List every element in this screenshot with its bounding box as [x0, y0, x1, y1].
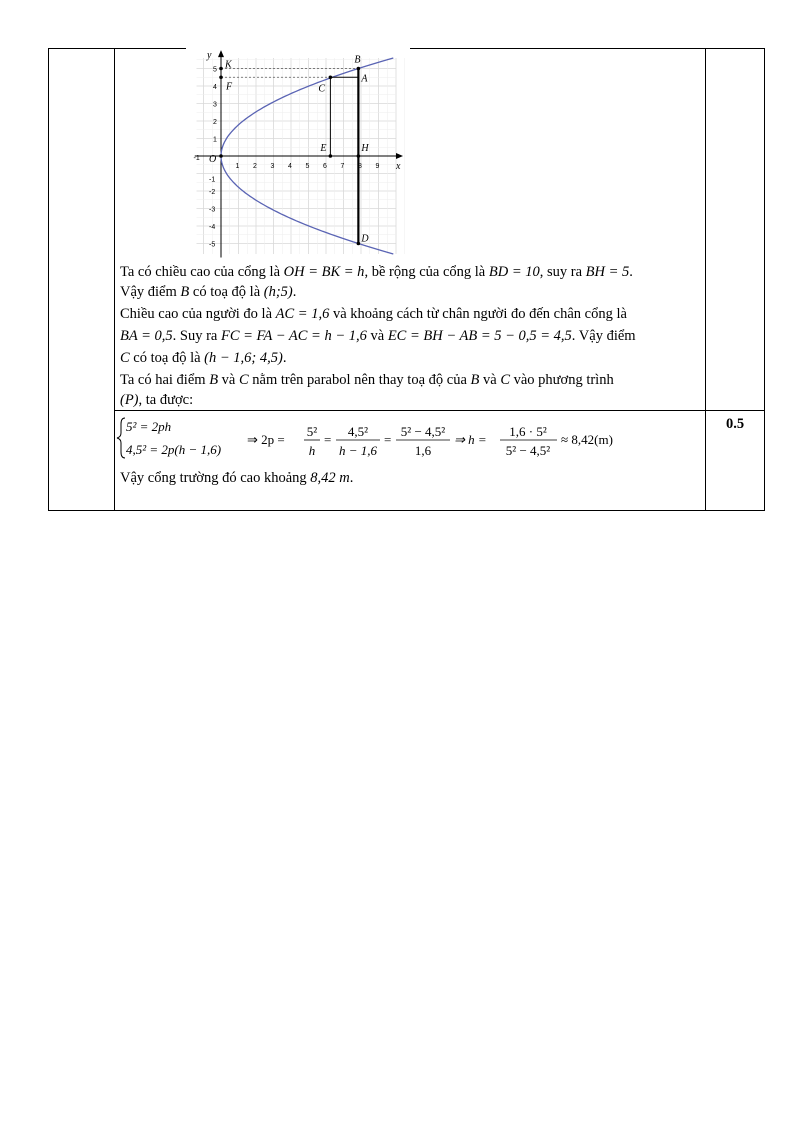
- x-tick-label: 7: [340, 163, 345, 170]
- math-ac: AC = 1,6: [275, 306, 330, 322]
- text-run: Vậy cổng trường đó cao khoảng: [120, 470, 311, 486]
- y-tick-label: 4: [213, 84, 217, 91]
- point-dot: [357, 154, 361, 158]
- text-run: Chiều cao của người đo là: [120, 306, 276, 322]
- x-tick-label: 4: [288, 163, 292, 170]
- math-bd-10: BD = 10: [488, 264, 540, 280]
- text-run: có toạ độ là: [189, 284, 264, 300]
- text-run: nằm trên parabol nên thay toạ độ của: [248, 372, 471, 388]
- equation-line-2: 4,5² = 2p(h − 1,6): [126, 442, 222, 457]
- table-border-top-right: [410, 48, 765, 49]
- x-tick-label: 1: [235, 163, 240, 170]
- point-dot: [357, 242, 361, 246]
- score-value: 0.5: [725, 416, 745, 432]
- parabola-graph: [186, 46, 410, 260]
- math-b-coordinates: (h;5): [263, 284, 293, 300]
- implies-h: ⇒ h =: [454, 432, 487, 447]
- text-run: .: [349, 470, 354, 486]
- approx-result: ≈ 8,42(m): [561, 432, 613, 447]
- fraction-1-numerator: 5²: [306, 424, 318, 439]
- text-run: và: [479, 372, 501, 388]
- text-run: . Vậy điểm: [571, 328, 636, 344]
- left-brace: [117, 418, 125, 458]
- point-dot: [219, 67, 223, 71]
- x-tick-label: 6: [323, 163, 327, 170]
- math-c: C: [238, 372, 249, 388]
- y-tick-label: -3: [209, 206, 216, 214]
- math-p: (P): [120, 392, 139, 408]
- y-tick-label: 1: [213, 136, 217, 144]
- math-fc: FC = FA − AC = h − 1,6: [220, 328, 367, 344]
- point-label-a: A: [361, 73, 368, 85]
- x-tick-label: 2: [253, 163, 257, 170]
- x-tick-label: 3: [270, 163, 275, 170]
- math-oh-bk-h: OH = BK = h: [283, 264, 365, 280]
- x-tick-label: -1: [193, 155, 200, 162]
- point-label-f: F: [226, 81, 233, 93]
- math-ec: EC = BH − AB = 5 − 0,5 = 4,5: [387, 328, 572, 344]
- y-axis-label: y: [207, 50, 212, 61]
- text-run: , suy ra: [539, 264, 586, 280]
- x-tick-label: 8: [358, 163, 362, 170]
- y-tick-label: 5: [213, 66, 217, 74]
- x-tick-label: 9: [375, 163, 380, 170]
- math-b: B: [180, 284, 190, 300]
- text-run: và: [218, 372, 239, 388]
- text-run: có toạ độ là: [129, 350, 205, 366]
- math-c-coordinates: (h − 1,6; 4,5): [204, 350, 283, 366]
- equals-sign: =: [384, 432, 392, 447]
- equation-line-1: 5² = 2ph: [126, 419, 172, 434]
- implies-2p: ⇒ 2p =: [247, 432, 285, 447]
- point-label-d: D: [361, 233, 369, 245]
- y-tick-label: -1: [209, 176, 216, 184]
- y-tick-label: 3: [213, 101, 217, 109]
- text-run: .: [629, 264, 633, 280]
- text-run: . Suy ra: [172, 328, 221, 344]
- point-label-c: C: [318, 83, 326, 95]
- math-c: C: [500, 372, 510, 388]
- text-run: , bề rộng của cổng là: [364, 264, 489, 280]
- paragraph-point-b: [120, 284, 296, 301]
- parabola-figure: [186, 46, 410, 260]
- text-run: Ta có chiều cao của cổng là: [120, 264, 284, 280]
- table-border-top-left: [48, 48, 186, 49]
- fraction-2-numerator: 4,5²: [347, 424, 369, 439]
- math-b: B: [209, 372, 219, 388]
- origin-label: O: [209, 154, 217, 165]
- text-run: , ta được:: [138, 392, 194, 408]
- paragraph-equation-intro: [120, 392, 193, 409]
- y-tick-label: -2: [209, 189, 216, 196]
- math-bh-5: BH = 5: [585, 264, 630, 280]
- x-axis-arrow: [396, 153, 403, 159]
- fraction-4-denominator: 5² − 4,5²: [505, 443, 551, 458]
- y-tick-label: 2: [213, 119, 217, 126]
- fraction-2-denominator: h − 1,6: [338, 443, 378, 458]
- text-run: .: [292, 284, 297, 300]
- equals-sign: =: [324, 432, 332, 447]
- equation-system: [116, 413, 706, 463]
- paragraph-conclusion: [120, 470, 353, 487]
- point-dot: [219, 154, 223, 158]
- fraction-4-numerator: 1,6 · 5²: [509, 424, 547, 439]
- text-run: Ta có hai điểm: [120, 372, 210, 388]
- point-label-k: K: [225, 59, 232, 71]
- point-dot: [329, 75, 333, 79]
- table-border-bottom: [48, 510, 765, 511]
- fraction-3-numerator: 5² − 4,5²: [400, 424, 446, 439]
- paragraph-person-height: [120, 306, 627, 323]
- text-run: .: [282, 350, 287, 366]
- fraction-3-denominator: 1,6: [414, 443, 432, 458]
- text-run: vào phương trình: [509, 372, 614, 388]
- point-label-h: H: [361, 143, 369, 154]
- point-dot: [357, 67, 361, 71]
- paragraph-substitute: [120, 372, 614, 389]
- math-ba: BA = 0,5: [120, 328, 173, 344]
- text-run: và khoảng cách từ chân người đo đến chân cổng là: [329, 306, 627, 322]
- x-tick-label: 5: [305, 163, 310, 170]
- fraction-1-denominator: h: [308, 443, 316, 458]
- paragraph-point-c: [120, 350, 286, 367]
- point-label-b: B: [354, 54, 361, 66]
- table-column-divider-1: [114, 48, 115, 511]
- table-row-divider: [114, 410, 765, 411]
- table-border-right: [764, 48, 765, 511]
- paragraph-fc-ec: [120, 328, 636, 345]
- point-label-e: E: [320, 143, 327, 154]
- y-tick-label: -4: [209, 224, 216, 231]
- text-run: và: [366, 328, 388, 344]
- x-axis-label: x: [396, 161, 401, 172]
- math-c: C: [120, 350, 130, 366]
- text-run: Vậy điểm: [120, 284, 181, 300]
- y-axis-arrow: [218, 50, 224, 57]
- math-result: 8,42 m: [310, 470, 350, 486]
- point-dot: [329, 154, 333, 158]
- point-dot: [219, 75, 223, 79]
- table-border-left: [48, 48, 49, 511]
- y-tick-label: -5: [209, 241, 216, 249]
- paragraph-height-width: [120, 264, 633, 281]
- math-b: B: [470, 372, 480, 388]
